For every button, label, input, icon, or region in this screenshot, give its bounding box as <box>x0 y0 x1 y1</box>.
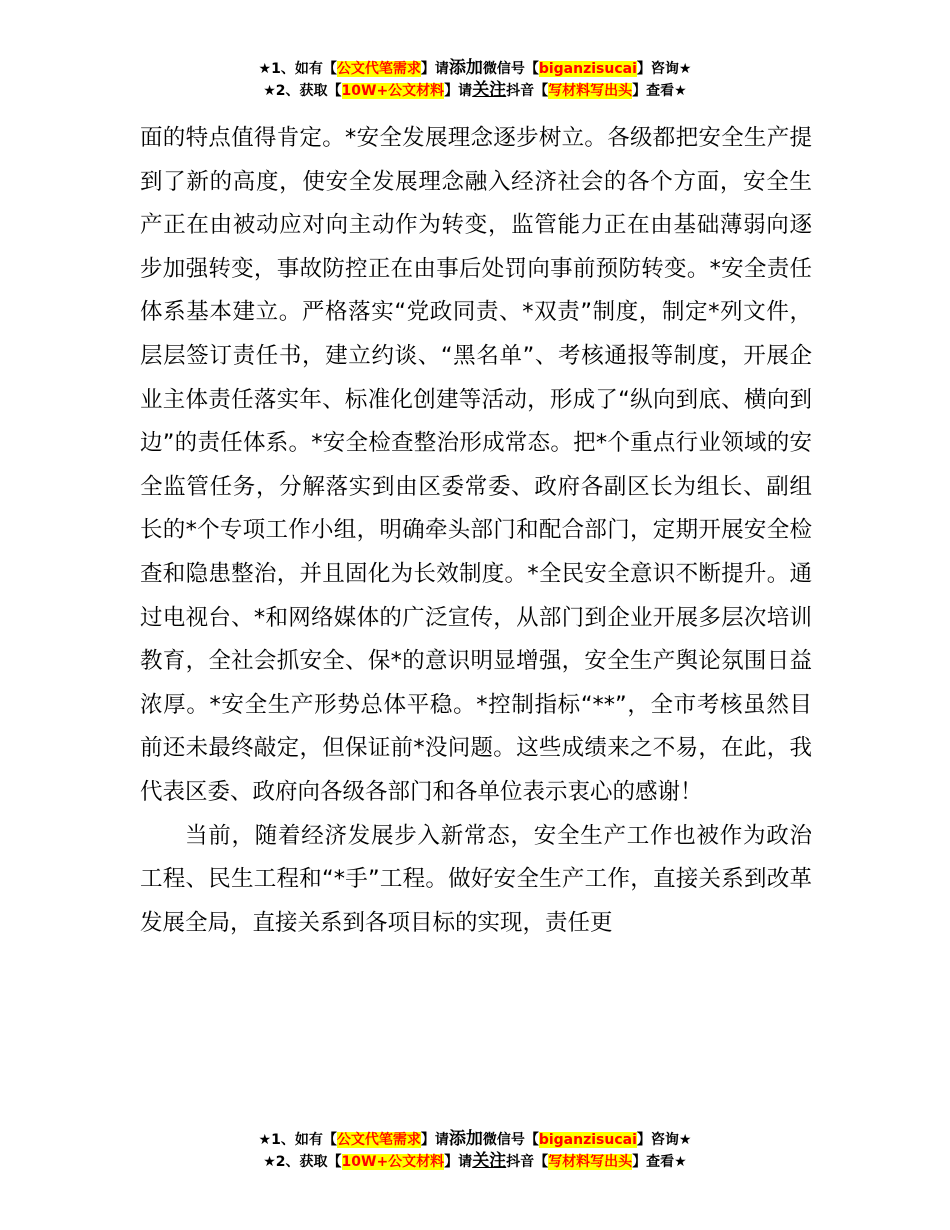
header-line-2-mid2: 抖音【 <box>506 83 549 99</box>
footer-line-2-mid2: 抖音【 <box>506 1154 549 1170</box>
header-emphasis-follow: 关注 <box>472 80 507 100</box>
footer-highlight-materials: 10W+公文材料 <box>341 1154 445 1170</box>
footer-highlight-wechat-id: biganzisucai <box>538 1132 637 1148</box>
document-body <box>140 117 812 945</box>
header-line-2-suffix: 】查看★ <box>632 83 687 99</box>
footer-highlight-douyin-id: 写材料写出头 <box>548 1154 633 1170</box>
header-emphasis-add: 添加 <box>448 58 483 78</box>
footer-line-1-mid: 】请 <box>420 1132 449 1148</box>
header-line-2-prefix: ★2、获取【 <box>263 83 342 99</box>
body-paragraph-2: 当前，随着经济发展步入新常态，安全生产工作也被作为政治工程、民生工程和“*手”工程。做好安全生产工作，直接关系到改革发展全局，直接关系到各项目标的实现，责任更 <box>140 822 812 936</box>
header-highlight-service: 公文代笔需求 <box>336 61 421 77</box>
header-banner <box>0 58 950 102</box>
footer-line-1 <box>0 1129 950 1151</box>
header-line-2-mid: 】请 <box>444 83 473 99</box>
footer-banner <box>0 1129 950 1173</box>
footer-line-2-mid: 】请 <box>444 1154 473 1170</box>
footer-line-2-suffix: 】查看★ <box>632 1154 687 1170</box>
header-highlight-wechat-id: biganzisucai <box>538 61 637 77</box>
footer-highlight-service: 公文代笔需求 <box>336 1132 421 1148</box>
header-line-1-mid2: 微信号【 <box>482 61 539 77</box>
header-highlight-douyin-id: 写材料写出头 <box>548 83 633 99</box>
footer-emphasis-add: 添加 <box>448 1129 483 1149</box>
footer-line-2-prefix: ★2、获取【 <box>263 1154 342 1170</box>
footer-line-2 <box>0 1151 950 1173</box>
footer-line-1-suffix: 】咨询★ <box>636 1132 692 1148</box>
body-paragraph-1: 面的特点值得肯定。*安全发展理念逐步树立。各级都把安全生产提到了新的高度，使安全发展理念融入经济社会的各个方面，安全生产正在由被动应对向主动作为转变，监管能力正在由基础薄弱向逐步加强转变，事故防控正在由事后处罚向事前预防转变。*安全责任体系基本建立。严格落实“党政同责、*双责”制度，制定*列文件，层层签订责任书，建立约谈、“黑名单”、考核通报等制度，开展企业主体责任落实年、标准化创建等活动，形成了“纵向到底、横向到边”的责任体系。*安全检查整治形成常态。把*个重点行业领域的安全监管任务，分解落实到由区委常委、政府各副区长为组长、副组长的*个专项工作小组，明确牵头部门和配合部门，定期开展安全检查和隐患整治，并且固化为长效制度。*全民安全意识不断提升。通过电视台、*和网络媒体的广泛宣传，从部门到企业开展多层次培训教育，全社会抓安全、保*的意识明显增强，安全生产舆论氛围日益浓厚。*安全生产形势总体平稳。*控制指标“**”，全市考核虽然目前还未最终敲定，但保证前*没问题。这些成绩来之不易，在此，我代表区委、政府向各级各部门和各单位表示衷心的感谢！ <box>140 125 812 805</box>
header-line-1-suffix: 】咨询★ <box>636 61 692 77</box>
footer-emphasis-follow: 关注 <box>472 1151 507 1171</box>
header-line-1-prefix: ★1、如有【 <box>258 61 337 77</box>
header-line-1-mid: 】请 <box>420 61 449 77</box>
footer-line-1-prefix: ★1、如有【 <box>258 1132 337 1148</box>
header-highlight-materials: 10W+公文材料 <box>341 83 445 99</box>
footer-line-1-mid2: 微信号【 <box>482 1132 539 1148</box>
header-line-1 <box>0 58 950 80</box>
header-line-2 <box>0 80 950 102</box>
